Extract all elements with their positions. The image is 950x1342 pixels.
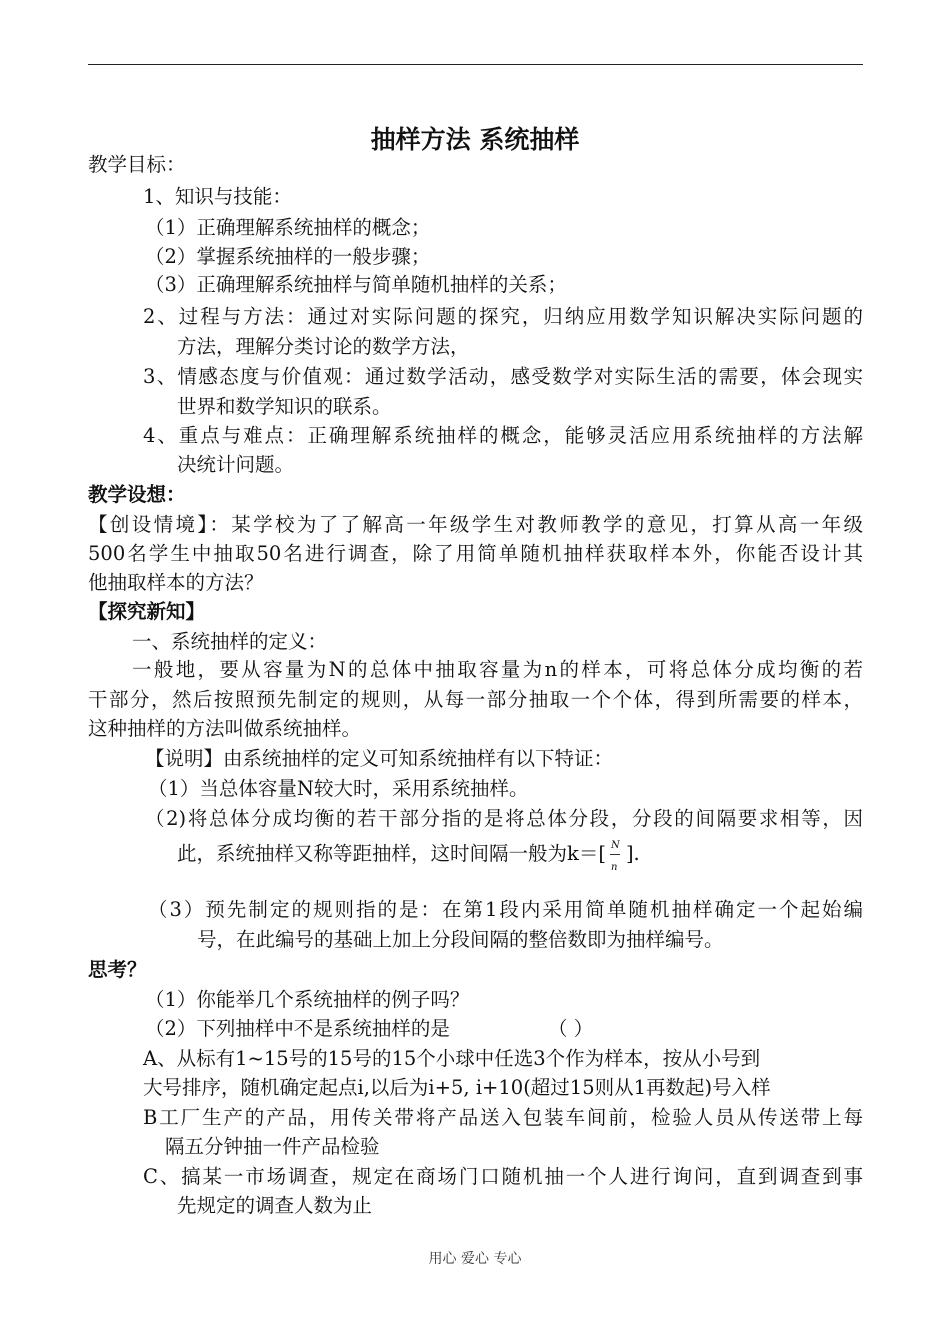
note-item-3-line-1: （3）预先制定的规则指的是：在第1段内采用简单随机抽样确定一个起始编 [148,898,863,921]
fraction-denominator: n [610,862,618,873]
definition-line-2: 干部分，然后按照预先制定的规则，从每一部分抽取一个个体，得到所需要的样本， [88,688,863,711]
goal-4-line-1: 4、重点与难点：正确理解系统抽样的概念，能够灵活应用系统抽样的方法解 [143,424,863,447]
option-b-line-2: 隔五分钟抽一件产品检验 [165,1135,380,1158]
option-c-line-2: 先规定的调查人数为止 [177,1194,373,1217]
goal-1-item-3: （3）正确理解系统抽样与简单随机抽样的关系； [145,273,567,296]
definition-line-1: 一般地，要从容量为N的总体中抽取容量为n的样本，可将总体分成均衡的若 [132,658,863,681]
option-b-line-1: B工厂生产的产品，用传关带将产品送入包装车间前，检验人员从传送带上每 [143,1106,863,1129]
goal-3-line-1: 3、情感态度与价值观：通过数学活动，感受数学对实际生活的需要，体会现实 [143,365,863,388]
goal-1-item-1: （1）正确理解系统抽样的概念； [145,216,431,239]
teaching-idea-heading: 教学设想： [88,483,186,506]
goal-3-line-2: 世界和数学知识的联系。 [177,395,392,418]
goal-2-line-2: 方法，理解分类讨论的数学方法， [177,335,470,358]
goal-1-heading: 1、知识与技能： [143,185,292,208]
option-c-line-1: C、搞某一市场调查，规定在商场门口随机抽一个人进行询问，直到调查到事 [143,1165,863,1188]
interval-close: ]. [625,842,640,865]
option-a-line-1: A、从标有1~15号的15号的15个小球中任选3个作为样本，按从小号到 [143,1047,761,1070]
definition-heading: 一、系统抽样的定义： [132,630,328,653]
note-heading: 【说明】由系统抽样的定义可知系统抽样有以下特证： [145,747,614,770]
scenario-line-1: 【创设情境】：某学校为了了解高一年级学生对教师教学的意见，打算从高一年级 [88,513,863,536]
think-heading: 思考？ [88,958,147,981]
note-item-3-line-2: 号，在此编号的基础上加上分段间隔的整倍数即为抽样编号。 [197,928,724,951]
explore-heading: 【探究新知】 [88,600,206,623]
interval-text: 此，系统抽样又称等距抽样，这时间隔一般为k＝[ [177,842,606,865]
teaching-goals-heading: 教学目标： [88,153,186,176]
answer-blank: （ ） [548,1017,594,1040]
definition-line-3: 这种抽样的方法叫做系统抽样。 [88,717,362,740]
note-item-2-line-1: （2)将总体分成均衡的若干部分指的是将总体分段，分段的间隔要求相等，因 [145,807,863,830]
page-footer: 用心 爱心 专心 [428,1251,522,1267]
fraction-numerator: N [610,840,620,851]
note-item-2-line-2 [177,840,640,873]
interval-fraction [607,840,625,873]
goal-2-line-1: 2、过程与方法：通过对实际问题的探究，归纳应用数学知识解决实际问题的 [143,305,863,328]
goal-1-item-2: （2）掌握系统抽样的一般步骤； [145,245,431,268]
think-question-2: （2）下列抽样中不是系统抽样的是 [145,1017,450,1040]
note-item-1: （1）当总体容量N较大时，采用系统抽样。 [148,777,529,800]
fraction-bar [610,854,620,855]
goal-4-line-2: 决统计问题。 [177,453,295,476]
header-rule [88,64,863,65]
option-a-line-2: 大号排序，随机确定起点i,以后为i+5, i+10(超过15则从1再数起)号入样 [143,1076,771,1099]
think-question-1: （1）你能举几个系统抽样的例子吗？ [145,988,470,1011]
scenario-line-2: 500名学生中抽取50名进行调查，除了用简单随机抽样获取样本外，你能否设计其 [88,542,863,565]
scenario-line-3: 他抽取样本的方法？ [88,571,264,594]
page-title: 抽样方法 系统抽样 [370,125,580,154]
